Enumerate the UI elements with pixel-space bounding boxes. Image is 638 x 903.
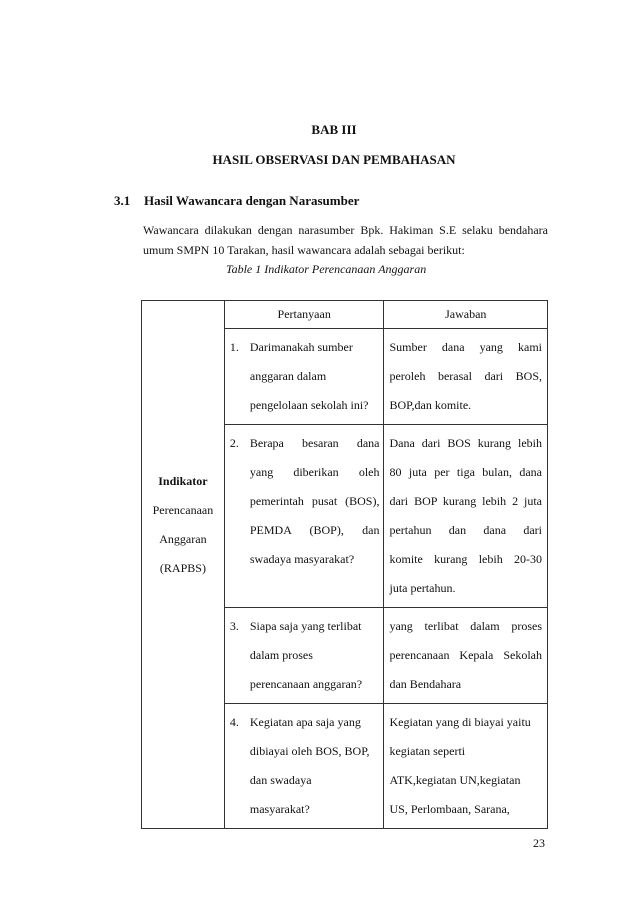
table-caption: Table 1 Indikator Perencanaan Anggaran bbox=[226, 262, 427, 276]
answer-line: Kegiatan yang di biayai yaitu bbox=[389, 715, 531, 729]
question-line: Berapa besaran dana bbox=[249, 436, 380, 450]
question-line: pemerintah pusat (BOS), bbox=[249, 494, 380, 508]
question-number: 1. bbox=[229, 340, 239, 354]
indicator-table bbox=[141, 300, 548, 829]
question-line: dan swadaya bbox=[249, 773, 312, 787]
question-number: 2. bbox=[229, 436, 239, 450]
question-cell bbox=[224, 329, 384, 425]
question-line: Kegiatan apa saja yang bbox=[249, 715, 361, 729]
question-line: dibiayai oleh BOS, BOP, bbox=[249, 744, 370, 758]
answer-line: Dana dari BOS kurang lebih bbox=[389, 436, 542, 450]
question-line: swadaya masyarakat? bbox=[249, 552, 355, 566]
question-number: 4. bbox=[229, 715, 239, 729]
answer-line: yang terlibat dalam proses bbox=[389, 619, 542, 633]
indicator-line-perencanaan: Perencanaan bbox=[152, 503, 214, 517]
intro-paragraph: Wawancara dilakukan dengan narasumber Bpk. Hakiman S.E selaku bendahara umum SMPN 10 Tarakan, hasil wawancara adalah sebagai berikut: bbox=[143, 223, 548, 257]
indicator-cell bbox=[142, 301, 225, 829]
header-question: Pertanyaan bbox=[224, 301, 384, 329]
chapter-heading: BAB III bbox=[311, 122, 357, 137]
answer-line: pertahun dan dana dari bbox=[389, 523, 542, 537]
answer-line: kegiatan seperti bbox=[389, 744, 466, 758]
section-heading bbox=[114, 193, 359, 209]
question-cell bbox=[224, 608, 384, 704]
question-number: 3. bbox=[229, 619, 239, 633]
question-cell bbox=[224, 425, 384, 608]
question-line: yang diberikan oleh bbox=[249, 465, 380, 479]
answer-line: ATK,kegiatan UN,kegiatan bbox=[389, 773, 521, 787]
question-line: Siapa saja yang terlibat bbox=[249, 619, 362, 633]
section-number: 3.1 bbox=[114, 193, 131, 208]
answer-cell bbox=[384, 425, 548, 608]
answer-line: juta pertahun. bbox=[389, 581, 456, 595]
chapter-title: HASIL OBSERVASI DAN PEMBAHASAN bbox=[212, 152, 456, 167]
question-line: anggaran dalam bbox=[249, 369, 327, 383]
question-line: masyarakat? bbox=[249, 802, 310, 816]
question-line: PEMDA (BOP), dan bbox=[249, 523, 380, 537]
answer-line: Sumber dana yang kami bbox=[389, 340, 542, 354]
section-title: Hasil Wawancara dengan Narasumber bbox=[144, 193, 360, 208]
answer-line: BOP,dan komite. bbox=[389, 398, 472, 412]
indicator-line-rapbs: (RAPBS) bbox=[159, 561, 206, 575]
answer-line: dan Bendahara bbox=[389, 677, 462, 691]
page-number: 23 bbox=[533, 836, 545, 850]
answer-cell bbox=[384, 704, 548, 829]
answer-line: US, Perlombaan, Sarana, bbox=[389, 802, 510, 816]
answer-line: komite kurang lebih 20-30 bbox=[389, 552, 542, 566]
question-line: pengelolaan sekolah ini? bbox=[249, 398, 369, 412]
answer-line: 80 juta per tiga bulan, dana bbox=[389, 465, 542, 479]
indicator-label: Indikator bbox=[158, 474, 208, 488]
question-line: perencanaan anggaran? bbox=[249, 677, 363, 691]
answer-line: dari BOP kurang lebih 2 juta bbox=[389, 494, 542, 508]
answer-line: peroleh berasal dari BOS, bbox=[389, 369, 542, 383]
table-header-row bbox=[142, 301, 548, 329]
header-answer: Jawaban bbox=[384, 301, 548, 329]
question-cell bbox=[224, 704, 384, 829]
answer-cell bbox=[384, 608, 548, 704]
question-line: Darimanakah sumber bbox=[249, 340, 353, 354]
indicator-line-anggaran: Anggaran bbox=[159, 532, 207, 546]
answer-cell bbox=[384, 329, 548, 425]
answer-line: perencanaan Kepala Sekolah bbox=[389, 648, 542, 662]
question-line: dalam proses bbox=[249, 648, 313, 662]
